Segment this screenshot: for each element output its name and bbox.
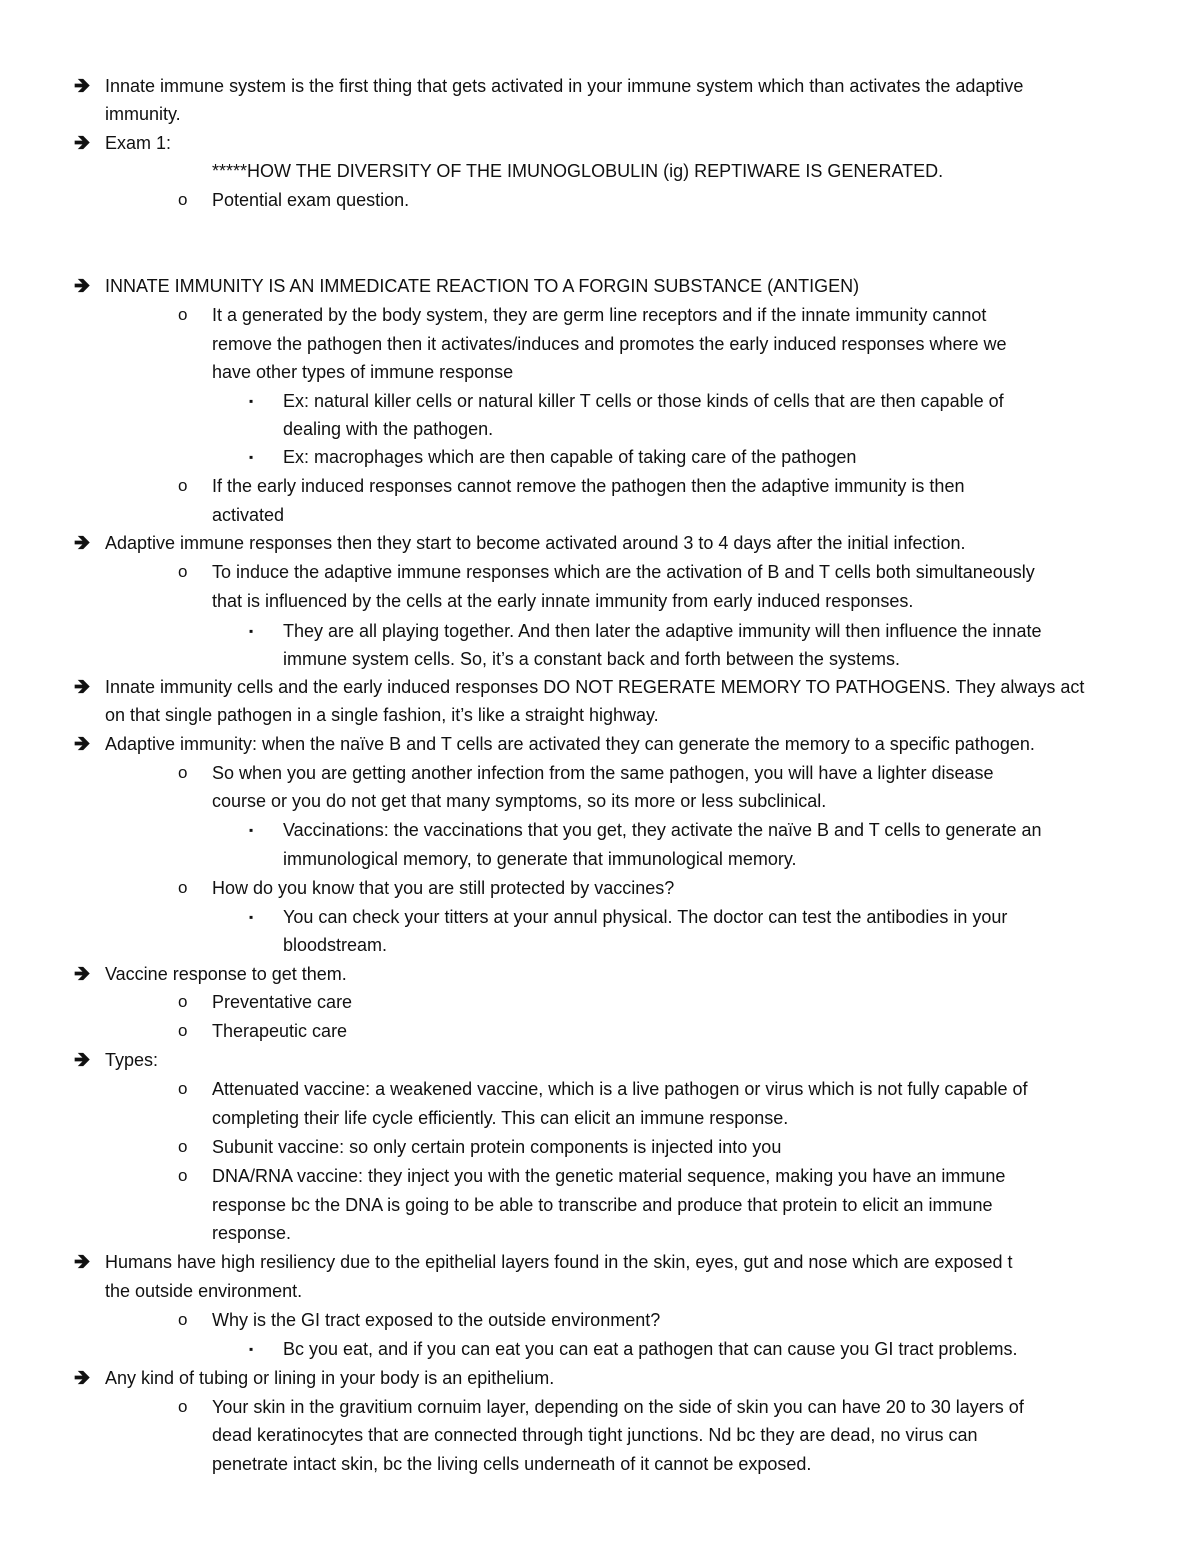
text-line: Innate immunity cells and the early induced responses DO NOT REGERATE MEMORY TO PATHOGENS. They always act: [105, 677, 1085, 697]
text-line: Innate immune system is the first thing that gets activated in your immune system which than activates the adaptive: [105, 76, 1024, 96]
circle-bullet-icon: o: [178, 1021, 188, 1040]
square-bullet-icon: ▪: [249, 450, 254, 464]
circle-bullet-icon: o: [178, 1079, 188, 1098]
text-line: response bc the DNA is going to be able to transcribe and produce that protein to elicit an immune: [212, 1195, 993, 1215]
text-line: bloodstream.: [283, 935, 388, 955]
text-line: Attenuated vaccine: a weakened vaccine, which is a live pathogen or virus which is not fully capable of: [212, 1079, 1028, 1099]
circle-bullet-icon: o: [178, 1310, 188, 1329]
text-line: Preventative care: [212, 992, 353, 1012]
text-line: Adaptive immune responses then they start to become activated around 3 to 4 days after the initial infection.: [105, 533, 966, 553]
text-line: *****HOW THE DIVERSITY OF THE IMUNOGLOBULIN (ig) REPTIWARE IS GENERATED.: [212, 161, 944, 181]
square-bullet-icon: ▪: [249, 910, 254, 924]
text-line: Types:: [105, 1050, 159, 1070]
text-line: immunological memory, to generate that immunological memory.: [283, 849, 797, 869]
square-bullet-icon: ▪: [249, 1342, 254, 1356]
arrow-bullet-icon: 🡺: [74, 532, 91, 554]
arrow-bullet-icon: 🡺: [74, 1367, 91, 1389]
text-line: Potential exam question.: [212, 190, 410, 210]
circle-bullet-icon: o: [178, 763, 188, 782]
circle-bullet-icon: o: [178, 1397, 188, 1416]
arrow-bullet-icon: 🡺: [74, 275, 91, 297]
text-line: remove the pathogen then it activates/induces and promotes the early induced responses where we: [212, 334, 1007, 354]
text-line: dead keratinocytes that are connected through tight junctions. Nd bc they are dead, no virus can: [212, 1425, 978, 1445]
text-line: course or you do not get that many symptoms, so its more or less subclinical.: [212, 791, 827, 811]
circle-bullet-icon: o: [178, 878, 188, 897]
text-line: Therapeutic care: [212, 1021, 348, 1041]
circle-bullet-icon: o: [178, 476, 188, 495]
square-bullet-icon: ▪: [249, 823, 254, 837]
text-line: How do you know that you are still protected by vaccines?: [212, 878, 675, 898]
text-line: immunity.: [105, 104, 181, 124]
text-line: Adaptive immunity: when the naïve B and T cells are activated they can generate the memory to a specific pathogen.: [105, 734, 1035, 754]
circle-bullet-icon: o: [178, 562, 188, 581]
text-line: immune system cells. So, it’s a constant back and forth between the systems.: [283, 649, 900, 669]
arrow-bullet-icon: 🡺: [74, 963, 91, 985]
text-line: It a generated by the body system, they are germ line receptors and if the innate immunity cannot: [212, 305, 987, 325]
text-line: response.: [212, 1223, 292, 1243]
text-line: If the early induced responses cannot remove the pathogen then the adaptive immunity is then: [212, 476, 965, 496]
square-bullet-icon: ▪: [249, 394, 254, 408]
text-line: Subunit vaccine: so only certain protein components is injected into you: [212, 1137, 782, 1157]
text-line: the outside environment.: [105, 1281, 303, 1301]
text-line: Humans have high resiliency due to the epithelial layers found in the skin, eyes, gut and nose which are exposed t: [105, 1252, 1013, 1272]
text-line: on that single pathogen in a single fashion, it’s like a straight highway.: [105, 705, 659, 725]
text-line: Bc you eat, and if you can eat you can eat a pathogen that can cause you GI tract problems.: [283, 1339, 1018, 1359]
circle-bullet-icon: o: [178, 992, 188, 1011]
arrow-bullet-icon: 🡺: [74, 132, 91, 154]
text-line: penetrate intact skin, bc the living cells underneath of it cannot be exposed.: [212, 1454, 812, 1474]
text-line: Vaccinations: the vaccinations that you get, they activate the naïve B and T cells to generate an: [283, 820, 1042, 840]
text-line: that is influenced by the cells at the early innate immunity from early induced responses.: [212, 591, 914, 611]
circle-bullet-icon: o: [178, 190, 188, 209]
arrow-bullet-icon: 🡺: [74, 75, 91, 97]
text-line: Any kind of tubing or lining in your body is an epithelium.: [105, 1368, 555, 1388]
text-line: They are all playing together. And then later the adaptive immunity will then influence the innate: [283, 621, 1042, 641]
text-line: Exam 1:: [105, 133, 172, 153]
text-line: completing their life cycle efficiently. This can elicit an immune response.: [212, 1108, 789, 1128]
circle-bullet-icon: o: [178, 305, 188, 324]
text-line: have other types of immune response: [212, 362, 514, 382]
text-line: INNATE IMMUNITY IS AN IMMEDICATE REACTION TO A FORGIN SUBSTANCE (ANTIGEN): [105, 276, 860, 296]
circle-bullet-icon: o: [178, 1166, 188, 1185]
text-line: Why is the GI tract exposed to the outside environment?: [212, 1310, 661, 1330]
arrow-bullet-icon: 🡺: [74, 733, 91, 755]
arrow-bullet-icon: 🡺: [74, 676, 91, 698]
arrow-bullet-icon: 🡺: [74, 1251, 91, 1273]
text-line: So when you are getting another infection from the same pathogen, you will have a lighter disease: [212, 763, 994, 783]
text-line: Your skin in the gravitium cornuim layer, depending on the side of skin you can have 20 to 30 layers of: [212, 1397, 1024, 1417]
text-line: You can check your titters at your annul physical. The doctor can test the antibodies in your: [283, 907, 1008, 927]
text-line: Ex: macrophages which are then capable of taking care of the pathogen: [283, 447, 857, 467]
text-line: Ex: natural killer cells or natural killer T cells or those kinds of cells that are then capable of: [283, 391, 1004, 411]
text-line: Vaccine response to get them.: [105, 964, 347, 984]
text-line: dealing with the pathogen.: [283, 419, 494, 439]
text-line: activated: [212, 505, 285, 525]
circle-bullet-icon: o: [178, 1137, 188, 1156]
square-bullet-icon: ▪: [249, 624, 254, 638]
text-line: DNA/RNA vaccine: they inject you with the genetic material sequence, making you have an immune: [212, 1166, 1006, 1186]
arrow-bullet-icon: 🡺: [74, 1049, 91, 1071]
text-line: To induce the adaptive immune responses which are the activation of B and T cells both simultaneously: [212, 562, 1035, 582]
